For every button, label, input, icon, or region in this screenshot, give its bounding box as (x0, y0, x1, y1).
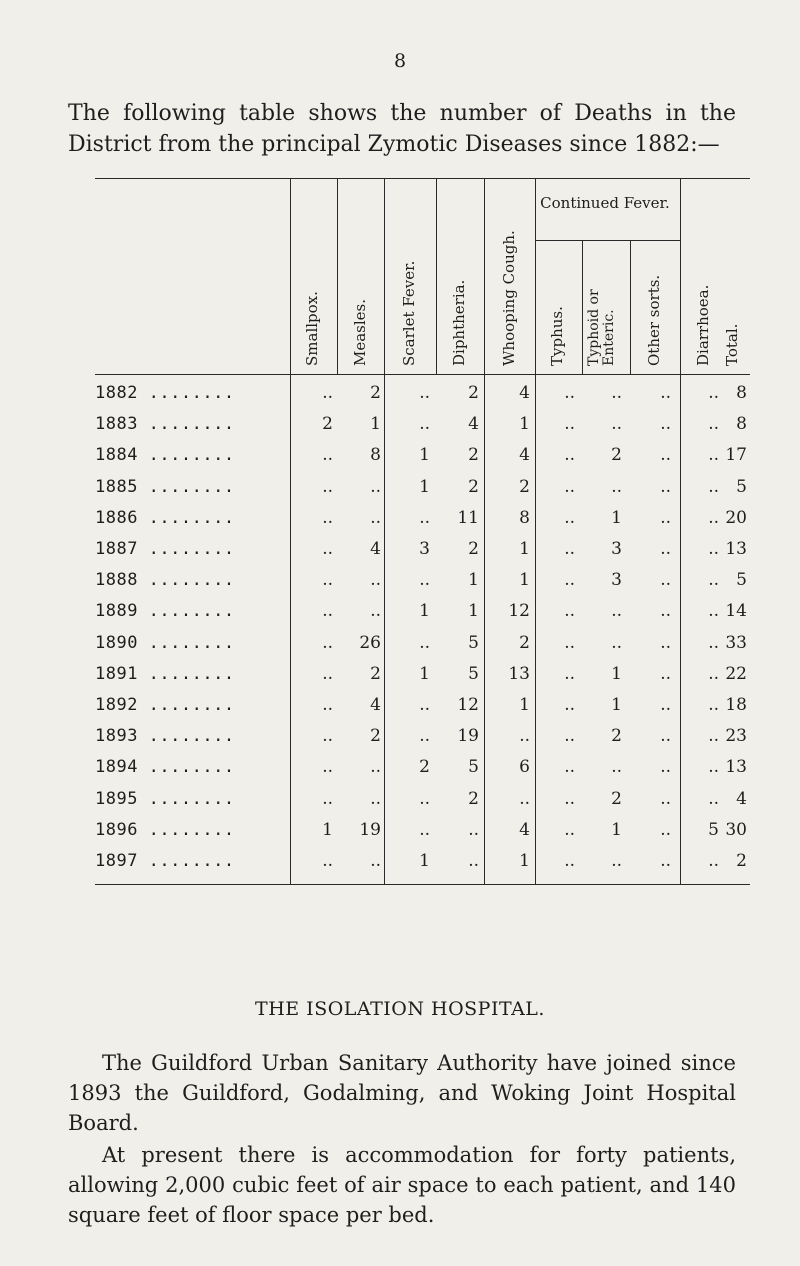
table-cell: 1 (519, 414, 530, 434)
table-cell: .. (708, 508, 719, 528)
table-cell: 2 (611, 726, 622, 746)
table-cell: 1 (370, 414, 381, 434)
row-year: 1897 ........ (95, 851, 235, 871)
table-cell: .. (322, 633, 333, 653)
table-cell: 2 (611, 789, 622, 809)
table-cell: .. (660, 508, 671, 528)
table-cell: .. (708, 633, 719, 653)
header-continued-fever: Continued Fever. (540, 194, 670, 212)
table-cell: .. (708, 601, 719, 621)
row-year: 1894 ........ (95, 757, 235, 777)
table-cell: .. (611, 851, 622, 871)
table-cell: 12 (457, 695, 479, 715)
table-cell: 13 (725, 539, 747, 559)
table-cell: .. (611, 757, 622, 777)
page-number: 8 (393, 50, 407, 72)
table-cell: .. (419, 414, 430, 434)
table-cell: .. (708, 539, 719, 559)
table-cell: .. (370, 851, 381, 871)
table-cell: .. (370, 789, 381, 809)
table-cell: 2 (736, 851, 747, 871)
table-cell: .. (322, 445, 333, 465)
table-cell: .. (564, 477, 575, 497)
table-cell: 4 (468, 414, 479, 434)
table-cell: .. (419, 570, 430, 590)
row-year: 1889 ........ (95, 601, 235, 621)
table-cell: .. (564, 664, 575, 684)
table-cell: 1 (519, 570, 530, 590)
table-cell: .. (322, 570, 333, 590)
table-cell: .. (708, 414, 719, 434)
table-cell: .. (419, 820, 430, 840)
table-cell: .. (708, 383, 719, 403)
table-cell: .. (564, 383, 575, 403)
table-cell: .. (322, 383, 333, 403)
table-cell: .. (564, 633, 575, 653)
table-cell: .. (419, 695, 430, 715)
table-cell: 5 (468, 633, 479, 653)
table-cell: 1 (468, 601, 479, 621)
table-cell: 13 (508, 664, 530, 684)
table-cell: .. (370, 757, 381, 777)
deaths-table (95, 178, 750, 886)
table-cell: 1 (519, 695, 530, 715)
table-cell: 1 (611, 664, 622, 684)
table-cell: 33 (725, 633, 747, 653)
header-typhus: Typhus. (548, 306, 566, 366)
table-cell: .. (660, 477, 671, 497)
table-cell: 1 (419, 445, 430, 465)
table-cell: .. (519, 726, 530, 746)
table-cell: 1 (468, 570, 479, 590)
intro-text: The following table shows the number of Deaths in the District from the principal Zymotic Diseases since 1882:— (68, 101, 736, 157)
table-cell: .. (660, 695, 671, 715)
table-cell: .. (708, 851, 719, 871)
table-cell: 3 (419, 539, 430, 559)
table-cell: .. (564, 414, 575, 434)
header-bottom-rule (95, 374, 750, 375)
table-cell: 19 (457, 726, 479, 746)
table-cell: 1 (419, 477, 430, 497)
table-cell: 2 (468, 445, 479, 465)
table-cell: .. (370, 570, 381, 590)
col-rule (484, 178, 485, 884)
row-year: 1885 ........ (95, 477, 235, 497)
table-cell: 1 (611, 508, 622, 528)
table-cell: .. (468, 851, 479, 871)
table-cell: .. (660, 664, 671, 684)
table-cell: 26 (359, 633, 381, 653)
col-rule (337, 178, 338, 374)
table-cell: .. (708, 789, 719, 809)
table-top-rule (95, 178, 750, 179)
col-rule (582, 240, 583, 374)
table-cell: 20 (725, 508, 747, 528)
table-cell: .. (660, 414, 671, 434)
row-year: 1886 ........ (95, 508, 235, 528)
table-cell: .. (708, 695, 719, 715)
table-cell: 6 (519, 757, 530, 777)
table-cell: 2 (468, 383, 479, 403)
table-cell: 1 (519, 539, 530, 559)
table-cell: 18 (725, 695, 747, 715)
table-cell: .. (660, 789, 671, 809)
row-year: 1895 ........ (95, 789, 235, 809)
table-cell: 5 (468, 664, 479, 684)
table-cell: .. (564, 601, 575, 621)
table-cell: .. (564, 445, 575, 465)
table-cell: .. (708, 445, 719, 465)
table-cell: .. (708, 726, 719, 746)
table-cell: 8 (736, 414, 747, 434)
table-cell: 5 (708, 820, 719, 840)
col-rule (290, 178, 291, 884)
table-cell: .. (660, 820, 671, 840)
col-rule (630, 240, 631, 374)
table-cell: .. (564, 820, 575, 840)
table-cell: 2 (370, 664, 381, 684)
table-cell: .. (564, 757, 575, 777)
table-cell: 4 (519, 445, 530, 465)
table-cell: .. (564, 851, 575, 871)
table-cell: .. (370, 601, 381, 621)
row-year: 1887 ........ (95, 539, 235, 559)
table-cell: .. (322, 539, 333, 559)
table-cell: 2 (468, 539, 479, 559)
table-cell: .. (611, 477, 622, 497)
table-cell: 2 (419, 757, 430, 777)
table-cell: 2 (370, 383, 381, 403)
table-cell: .. (468, 820, 479, 840)
table-cell: 30 (725, 820, 747, 840)
row-year: 1892 ........ (95, 695, 235, 715)
table-cell: 2 (611, 445, 622, 465)
table-cell: .. (660, 383, 671, 403)
table-cell: 3 (611, 539, 622, 559)
table-cell: 2 (468, 789, 479, 809)
table-cell: .. (611, 414, 622, 434)
table-cell: 11 (457, 508, 479, 528)
header-diarrhoea: Diarrhoea. (694, 284, 712, 366)
table-cell: .. (611, 601, 622, 621)
table-cell: 4 (519, 820, 530, 840)
header-scarlet-fever: Scarlet Fever. (400, 260, 418, 366)
table-cell: .. (322, 664, 333, 684)
table-cell: 2 (322, 414, 333, 434)
table-cell: .. (660, 445, 671, 465)
table-cell: 14 (725, 601, 747, 621)
table-cell: .. (564, 539, 575, 559)
table-cell: 8 (736, 383, 747, 403)
table-cell: .. (322, 508, 333, 528)
row-year: 1888 ........ (95, 570, 235, 590)
table-cell: 1 (611, 820, 622, 840)
col-rule (436, 178, 437, 374)
row-year: 1882 ........ (95, 383, 235, 403)
table-cell: 2 (519, 477, 530, 497)
table-cell: 1 (611, 695, 622, 715)
table-cell: .. (708, 664, 719, 684)
table-cell: 22 (725, 664, 747, 684)
row-year: 1890 ........ (95, 633, 235, 653)
table-cell: 23 (725, 726, 747, 746)
row-year: 1891 ........ (95, 664, 235, 684)
table-cell: .. (419, 383, 430, 403)
table-cell: .. (322, 851, 333, 871)
table-cell: 5 (736, 477, 747, 497)
table-cell: 5 (468, 757, 479, 777)
table-cell: 17 (725, 445, 747, 465)
header-measles: Measles. (351, 298, 369, 366)
table-cell: .. (322, 726, 333, 746)
table-cell: 4 (736, 789, 747, 809)
table-cell: 8 (370, 445, 381, 465)
table-cell: 4 (519, 383, 530, 403)
table-cell: .. (519, 789, 530, 809)
row-year: 1896 ........ (95, 820, 235, 840)
table-cell: 5 (736, 570, 747, 590)
table-cell: .. (564, 726, 575, 746)
row-year: 1893 ........ (95, 726, 235, 746)
table-cell: .. (419, 508, 430, 528)
table-cell: .. (660, 539, 671, 559)
table-cell: .. (419, 633, 430, 653)
group-header-rule (535, 240, 680, 241)
col-rule (680, 178, 681, 884)
table-cell: .. (322, 477, 333, 497)
table-cell: .. (322, 757, 333, 777)
section-heading: THE ISOLATION HOSPITAL. (255, 998, 545, 1020)
header-other-sorts: Other sorts. (645, 274, 663, 366)
table-cell: 1 (419, 601, 430, 621)
table-cell: .. (564, 508, 575, 528)
header-typhoid-line2: Enteric. (601, 309, 617, 366)
table-cell: 4 (370, 695, 381, 715)
table-cell: .. (660, 851, 671, 871)
table-cell: .. (419, 789, 430, 809)
table-cell: .. (611, 633, 622, 653)
table-cell: .. (322, 601, 333, 621)
table-cell: .. (660, 757, 671, 777)
table-cell: 8 (519, 508, 530, 528)
table-cell: .. (419, 726, 430, 746)
table-cell: 2 (468, 477, 479, 497)
table-cell: .. (370, 508, 381, 528)
paragraph-1: The Guildford Urban Sanitary Authority have joined since 1893 the Guildford, Godalming, and Woking Joint Hospital Board. (68, 1051, 736, 1135)
table-cell: .. (611, 383, 622, 403)
row-year: 1883 ........ (95, 414, 235, 434)
table-cell: 4 (370, 539, 381, 559)
table-cell: 1 (519, 851, 530, 871)
table-cell: .. (564, 695, 575, 715)
table-cell: .. (322, 695, 333, 715)
col-rule (384, 178, 385, 884)
table-cell: .. (370, 477, 381, 497)
paragraph-2: At present there is accommodation for forty patients, allowing 2,000 cubic feet of air space to each patient, and 140 square feet of floor space per bed. (68, 1143, 736, 1227)
col-rule (535, 178, 536, 884)
table-cell: .. (322, 789, 333, 809)
table-cell: .. (660, 570, 671, 590)
table-cell: 1 (419, 664, 430, 684)
table-cell: 2 (519, 633, 530, 653)
table-cell: .. (708, 757, 719, 777)
table-cell: .. (708, 477, 719, 497)
table-cell: 2 (370, 726, 381, 746)
header-diphtheria: Diphtheria. (450, 279, 468, 366)
header-smallpox: Smallpox. (303, 291, 321, 366)
table-cell: 3 (611, 570, 622, 590)
table-cell: 12 (508, 601, 530, 621)
table-cell: .. (564, 570, 575, 590)
table-cell: 1 (322, 820, 333, 840)
table-cell: .. (660, 601, 671, 621)
table-cell: .. (708, 570, 719, 590)
table-cell: .. (660, 633, 671, 653)
table-cell: 19 (359, 820, 381, 840)
table-cell: 13 (725, 757, 747, 777)
header-typhoid-line1: Typhoid or (586, 289, 602, 366)
header-total: Total. (723, 323, 741, 366)
table-cell: .. (660, 726, 671, 746)
header-whooping-cough: Whooping Cough. (500, 230, 518, 366)
table-bottom-rule (95, 884, 750, 885)
row-year: 1884 ........ (95, 445, 235, 465)
table-cell: .. (564, 789, 575, 809)
table-cell: 1 (419, 851, 430, 871)
